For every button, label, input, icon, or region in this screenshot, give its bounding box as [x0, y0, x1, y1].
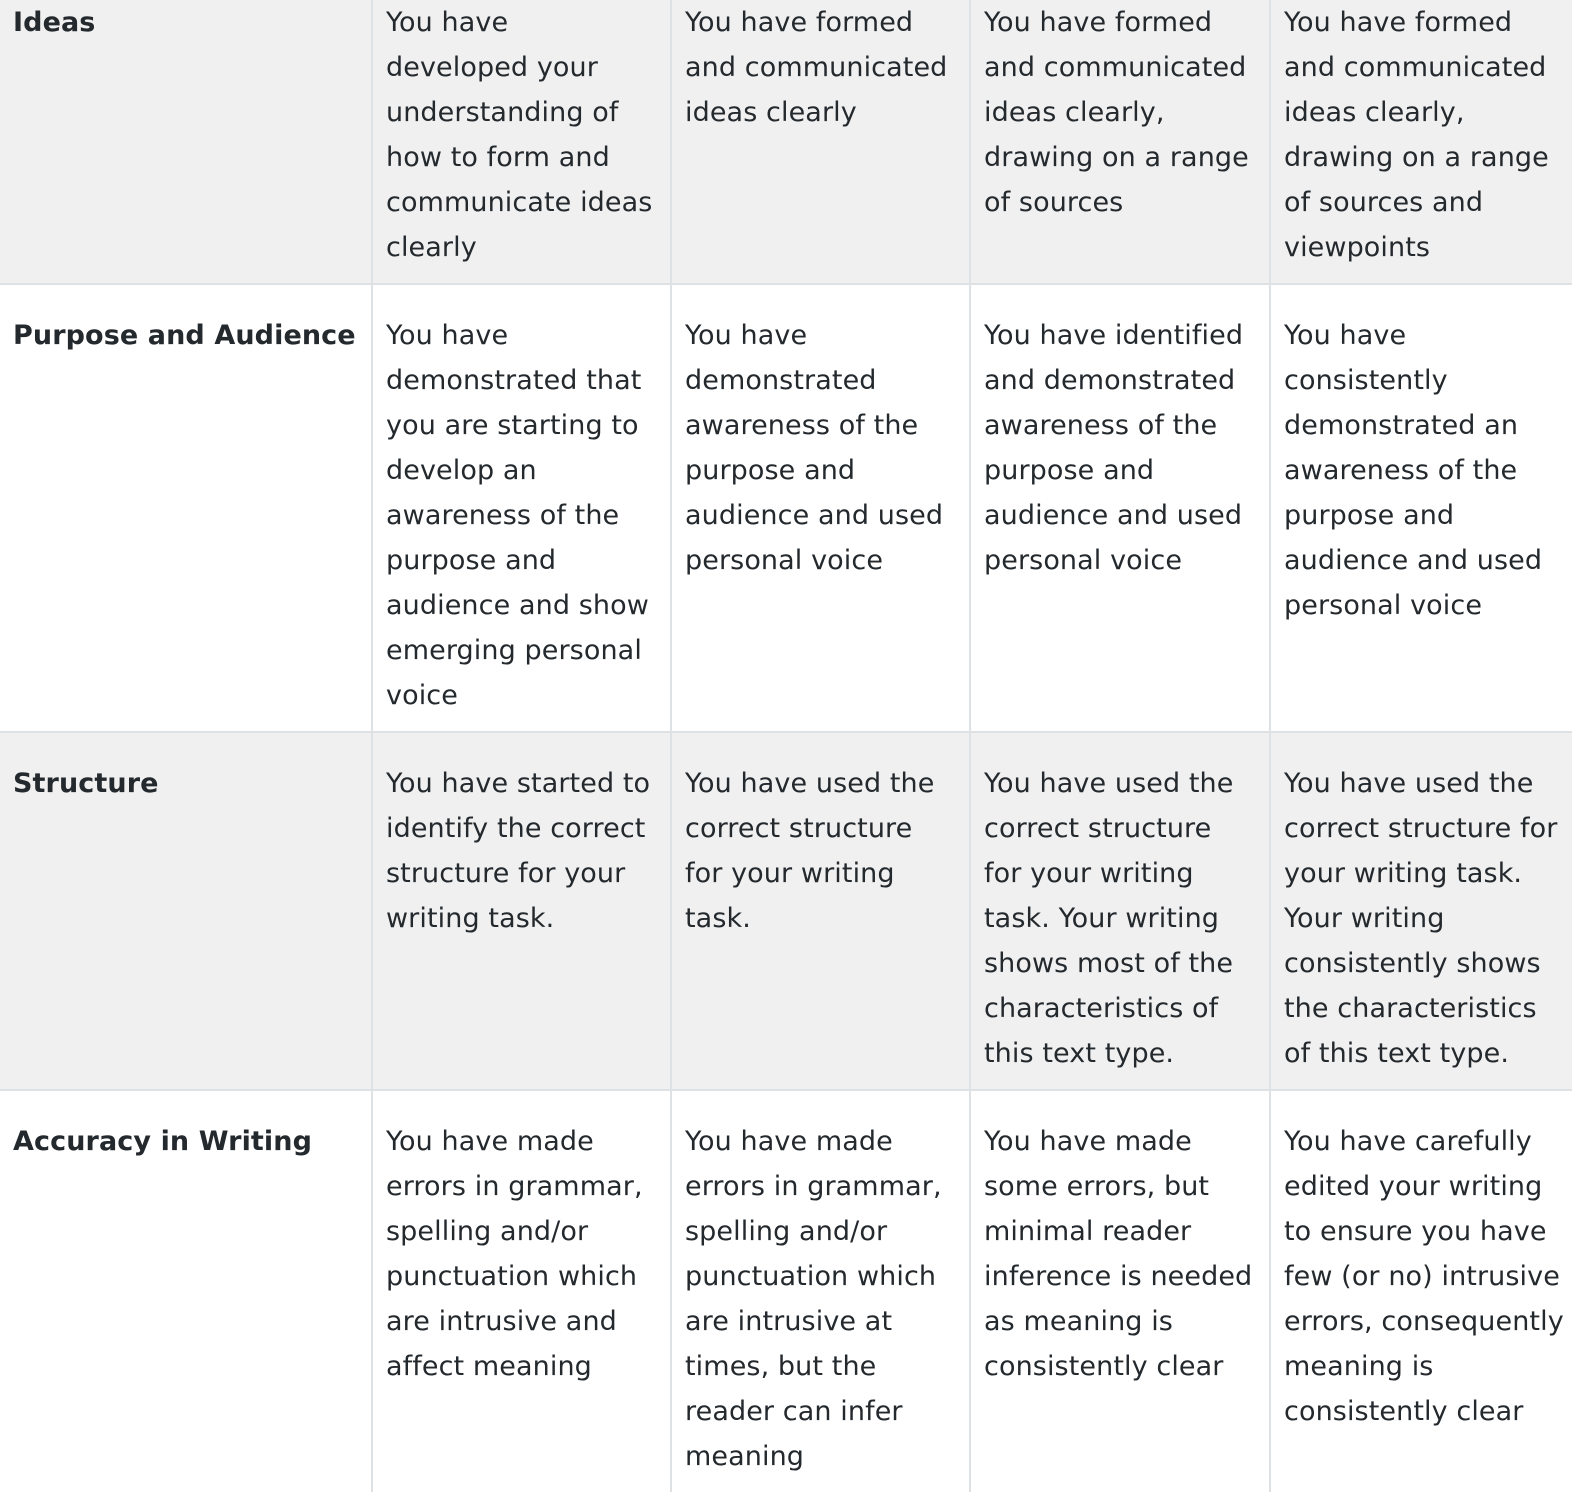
table-row-ideas — [0, 0, 1572, 284]
accuracy-level-4: You have carefully edited your writing to ensure you have few (or no) intrusive errors, consequently meaning is consistently clear — [1270, 1090, 1572, 1492]
purpose-level-4: You have consistently demonstrated an awareness of the purpose and audience and used personal voice — [1270, 284, 1572, 732]
structure-level-1: You have started to identify the correct structure for your writing task. — [372, 732, 671, 1090]
purpose-level-3: You have identified and demonstrated awareness of the purpose and audience and used personal voice — [970, 284, 1270, 732]
ideas-level-1: You have developed your understanding of how to form and communicate ideas clearly — [372, 0, 671, 284]
criterion-structure: Structure — [0, 732, 372, 1090]
table-row-structure — [0, 732, 1572, 1090]
criterion-purpose-and-audience: Purpose and Audience — [0, 284, 372, 732]
ideas-level-3: You have formed and communicated ideas clearly, drawing on a range of sources — [970, 0, 1270, 284]
accuracy-level-2: You have made errors in grammar, spelling and/or punctuation which are intrusive at times, but the reader can infer meaning — [671, 1090, 970, 1492]
ideas-level-4: You have formed and communicated ideas clearly, drawing on a range of sources and viewpoints — [1270, 0, 1572, 284]
table-row-purpose-and-audience — [0, 284, 1572, 732]
table-row-accuracy-in-writing — [0, 1090, 1572, 1492]
accuracy-level-1: You have made errors in grammar, spelling and/or punctuation which are intrusive and affect meaning — [372, 1090, 671, 1492]
structure-level-2: You have used the correct structure for your writing task. — [671, 732, 970, 1090]
criterion-ideas: Ideas — [0, 0, 372, 284]
structure-level-4: You have used the correct structure for your writing task. Your writing consistently shows the characteristics of this text type. — [1270, 732, 1572, 1090]
accuracy-level-3: You have made some errors, but minimal reader inference is needed as meaning is consistently clear — [970, 1090, 1270, 1492]
purpose-level-2: You have demonstrated awareness of the purpose and audience and used personal voice — [671, 284, 970, 732]
purpose-level-1: You have demonstrated that you are starting to develop an awareness of the purpose and audience and show emerging personal voice — [372, 284, 671, 732]
structure-level-3: You have used the correct structure for your writing task. Your writing shows most of the characteristics of this text type. — [970, 732, 1270, 1090]
criterion-accuracy-in-writing: Accuracy in Writing — [0, 1090, 372, 1492]
ideas-level-2: You have formed and communicated ideas clearly — [671, 0, 970, 284]
